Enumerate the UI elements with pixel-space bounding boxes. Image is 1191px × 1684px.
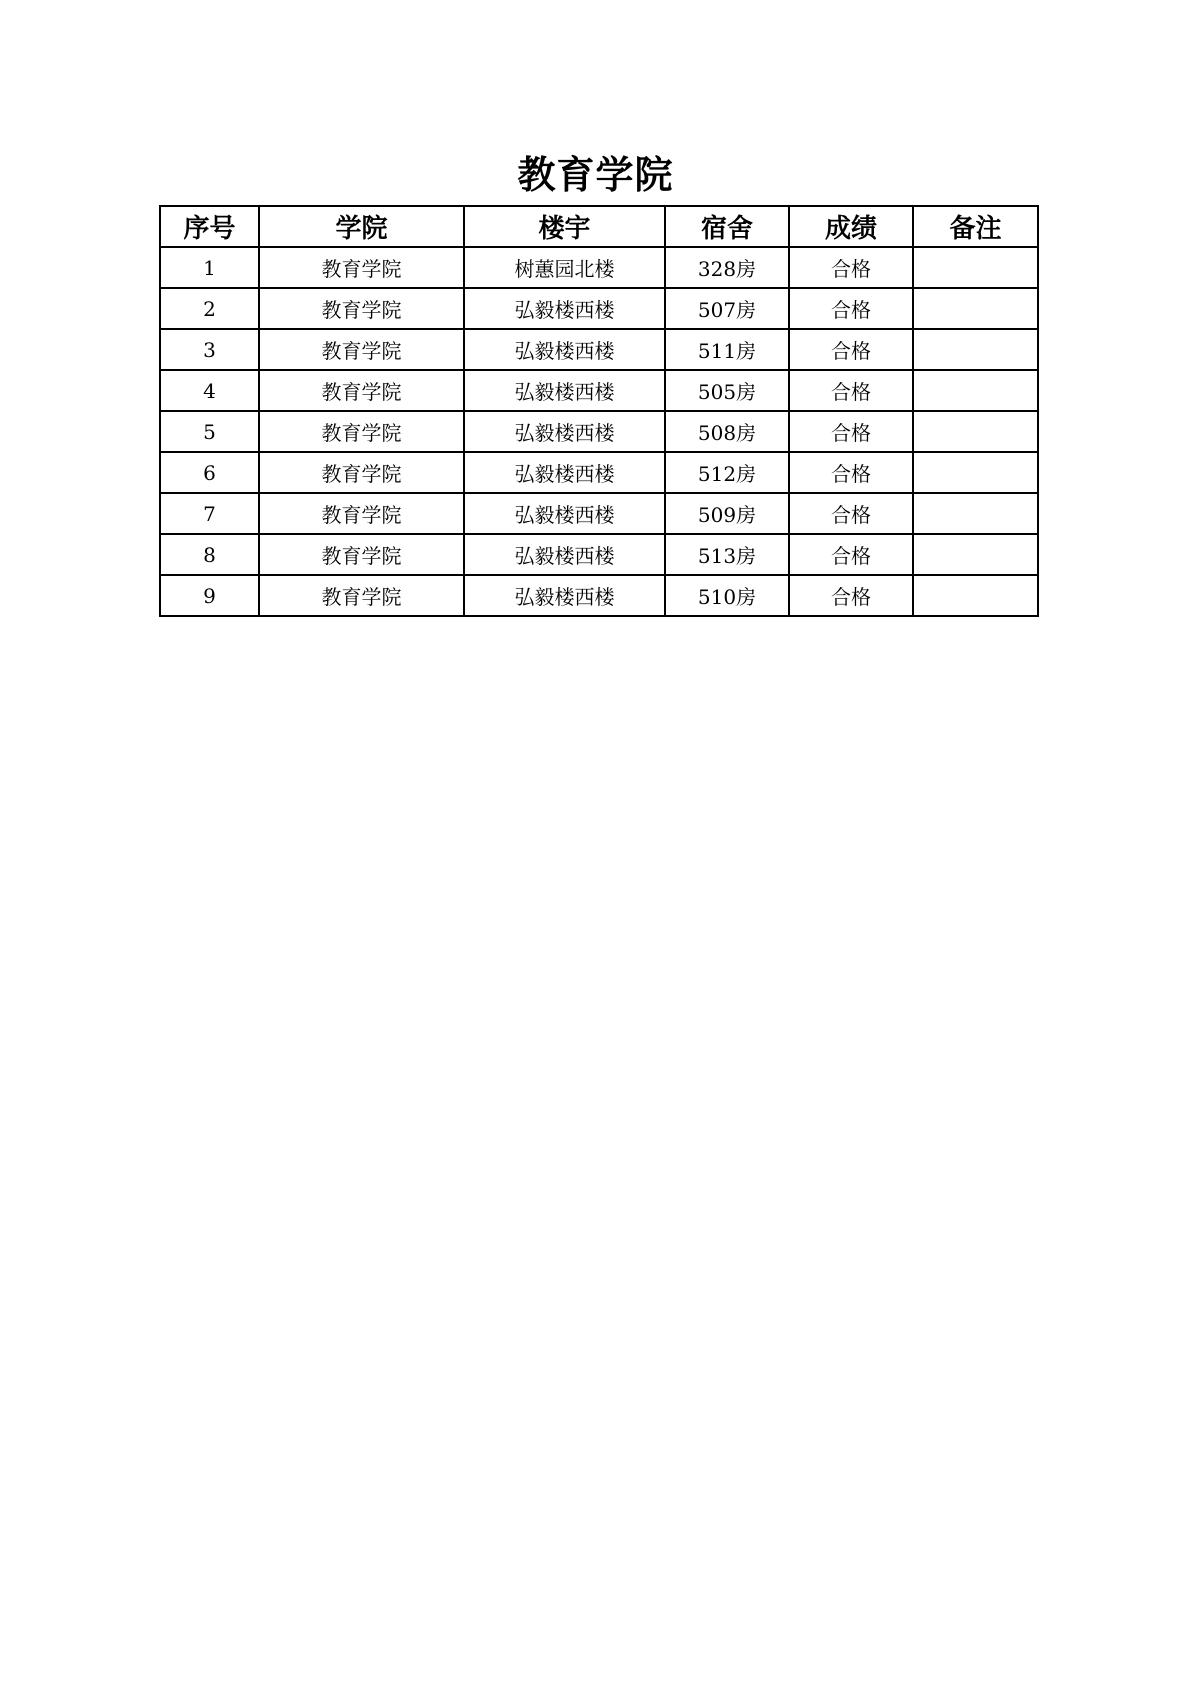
cell-building: 弘毅楼西楼	[464, 575, 665, 616]
table-row	[160, 534, 1038, 575]
cell-grade: 合格	[789, 288, 913, 329]
cell-room: 328房	[665, 247, 789, 288]
cell-room: 512房	[665, 452, 789, 493]
cell-no: 8	[160, 534, 259, 575]
cell-grade: 合格	[789, 452, 913, 493]
cell-remark	[913, 411, 1038, 452]
table-row	[160, 247, 1038, 288]
cell-no: 9	[160, 575, 259, 616]
table-row	[160, 370, 1038, 411]
cell-room: 510房	[665, 575, 789, 616]
cell-college: 教育学院	[259, 452, 464, 493]
cell-remark	[913, 247, 1038, 288]
cell-college: 教育学院	[259, 575, 464, 616]
cell-college: 教育学院	[259, 329, 464, 370]
cell-grade: 合格	[789, 575, 913, 616]
cell-remark	[913, 452, 1038, 493]
column-header-building: 楼宇	[464, 206, 665, 247]
cell-remark	[913, 370, 1038, 411]
cell-remark	[913, 288, 1038, 329]
cell-college: 教育学院	[259, 534, 464, 575]
cell-college: 教育学院	[259, 288, 464, 329]
cell-building: 树蕙园北楼	[464, 247, 665, 288]
table-row	[160, 452, 1038, 493]
column-header-room: 宿舍	[665, 206, 789, 247]
dormitory-table	[159, 205, 1039, 617]
table-row	[160, 329, 1038, 370]
column-header-no: 序号	[160, 206, 259, 247]
cell-building: 弘毅楼西楼	[464, 370, 665, 411]
cell-remark	[913, 493, 1038, 534]
cell-no: 1	[160, 247, 259, 288]
cell-college: 教育学院	[259, 493, 464, 534]
column-header-remark: 备注	[913, 206, 1038, 247]
column-header-grade: 成绩	[789, 206, 913, 247]
cell-building: 弘毅楼西楼	[464, 452, 665, 493]
cell-college: 教育学院	[259, 411, 464, 452]
cell-no: 5	[160, 411, 259, 452]
column-header-college: 学院	[259, 206, 464, 247]
cell-college: 教育学院	[259, 370, 464, 411]
cell-building: 弘毅楼西楼	[464, 288, 665, 329]
cell-grade: 合格	[789, 247, 913, 288]
cell-no: 3	[160, 329, 259, 370]
cell-building: 弘毅楼西楼	[464, 534, 665, 575]
cell-grade: 合格	[789, 534, 913, 575]
cell-room: 508房	[665, 411, 789, 452]
cell-no: 4	[160, 370, 259, 411]
cell-grade: 合格	[789, 329, 913, 370]
table-row	[160, 575, 1038, 616]
cell-room: 511房	[665, 329, 789, 370]
table-row	[160, 288, 1038, 329]
cell-grade: 合格	[789, 370, 913, 411]
cell-room: 513房	[665, 534, 789, 575]
table-row	[160, 493, 1038, 534]
cell-grade: 合格	[789, 493, 913, 534]
table-header-row	[160, 206, 1038, 247]
cell-remark	[913, 575, 1038, 616]
cell-no: 2	[160, 288, 259, 329]
cell-remark	[913, 329, 1038, 370]
cell-building: 弘毅楼西楼	[464, 329, 665, 370]
page-title: 教育学院	[517, 153, 674, 197]
cell-remark	[913, 534, 1038, 575]
cell-college: 教育学院	[259, 247, 464, 288]
cell-room: 509房	[665, 493, 789, 534]
table-row	[160, 411, 1038, 452]
cell-no: 6	[160, 452, 259, 493]
cell-room: 505房	[665, 370, 789, 411]
cell-grade: 合格	[789, 411, 913, 452]
cell-no: 7	[160, 493, 259, 534]
cell-building: 弘毅楼西楼	[464, 411, 665, 452]
cell-building: 弘毅楼西楼	[464, 493, 665, 534]
cell-room: 507房	[665, 288, 789, 329]
